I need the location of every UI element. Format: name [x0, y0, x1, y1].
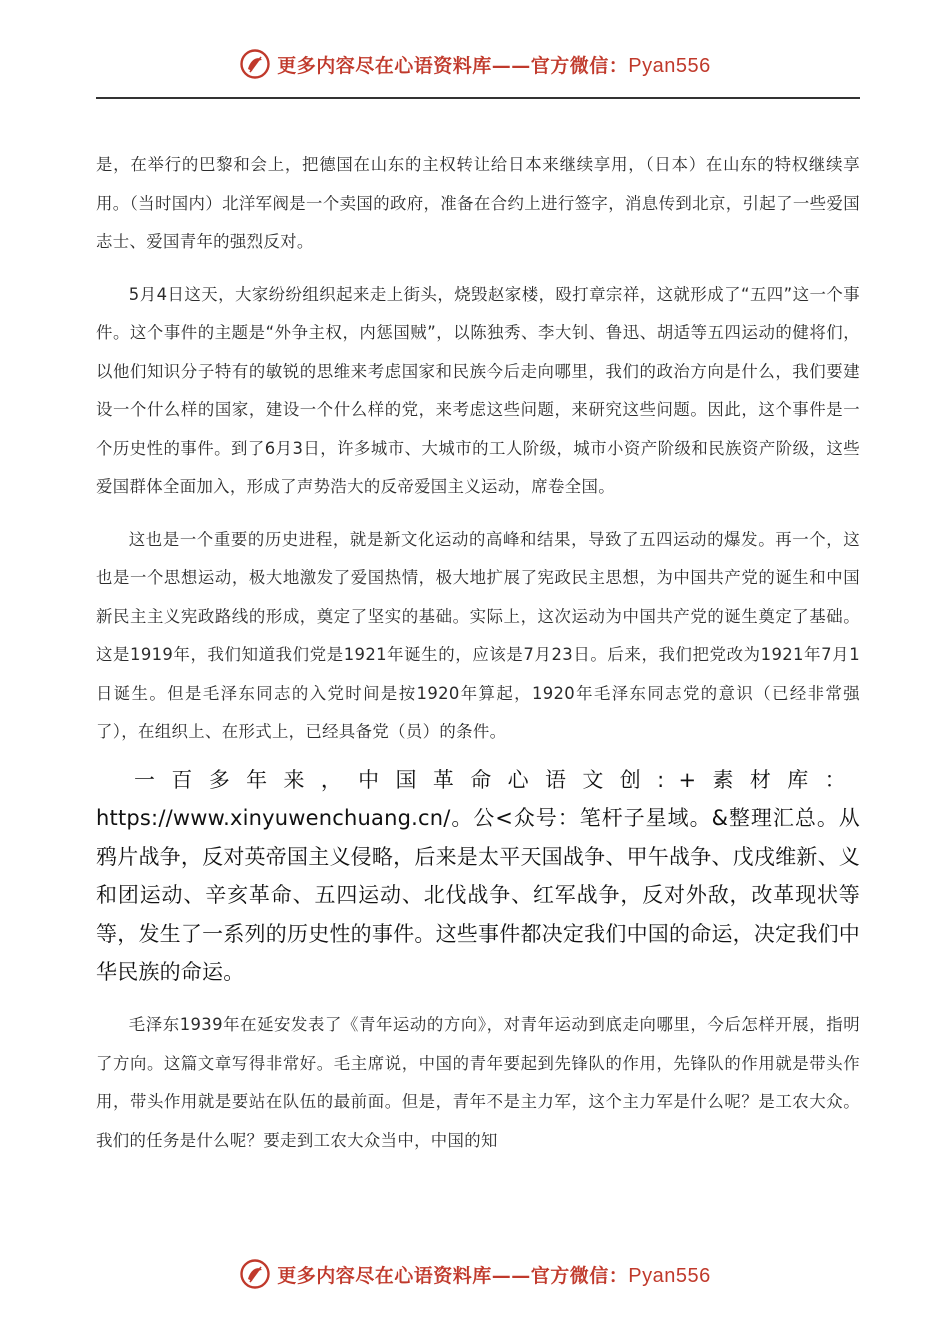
- header-title: 更多内容尽在心语资料库——官方微信：: [277, 54, 629, 77]
- footer-title: 更多内容尽在心语资料库——官方微信：: [277, 1264, 629, 1287]
- header-text: [277, 51, 710, 78]
- paragraph-3: 这也是一个重要的历史进程，就是新文化运动的高峰和结果，导致了五四运动的爆发。再一个，这也是一个思想运动，极大地激发了爱国热情，极大地扩展了宪政民主思想，为中国共产党的诞生和中国新民主主义宪政路线的形成，奠定了坚实的基础。实际上，这次运动为中国共产党的诞生奠定了基础。这是1919年，我们知道我们党是1921年诞生的，应该是7月23日。后来，我们把党改为1921年7月1日诞生。但是毛泽东同志的入党时间是按1920年算起，1920年毛泽东同志党的意识（已经非常强了），在组织上、在形式上，已经具备党（员）的条件。: [96, 529, 860, 741]
- footer-text: [277, 1261, 710, 1288]
- paragraph-2: 5月4日这天，大家纷纷组织起来走上街头，烧毁赵家楼，殴打章宗祥，这就形成了“五四”这一个事件。这个事件的主题是“外争主权，内惩国贼”，以陈独秀、李大钊、鲁迅、胡适等五四运动的健将们，以他们知识分子特有的敏锐的思维来考虑国家和民族今后走向哪里，我们的政治方向是什么，我们要建设一个什么样的国家，建设一个什么样的党，来考虑这些问题，来研究这些问题。因此，这个事件是一个历史性的事件。到了6月3日，许多城市、大城市的工人阶级，城市小资产阶级和民族资产阶级，这些爱国群体全面加入，形成了声势浩大的反帝爱国主义运动，席卷全国。: [96, 284, 860, 496]
- footer-banner: [0, 1252, 950, 1296]
- paragraph-5: 毛泽东1939年在延安发表了《青年运动的方向》，对青年运动到底走向哪里，今后怎样开展，指明了方向。这篇文章写得非常好。毛主席说，中国的青年要起到先锋队的作用，先锋队的作用就是带头作用，带头作用就是要站在队伍的最前面。但是，青年不是主力军，这个主力军是什么呢？是工农大众。我们的任务是什么呢？要走到工农大众当中，中国的知: [96, 1015, 860, 1150]
- xinyu-logo-icon: [239, 48, 271, 80]
- xinyu-logo-icon: [239, 1258, 271, 1290]
- promo-lead: 一百多年来，中国革命心语文创:+素材库：: [134, 767, 860, 792]
- header-banner: [0, 42, 950, 86]
- paragraph-1: 是，在举行的巴黎和会上，把德国在山东的主权转让给日本来继续享用，（日本）在山东的特权继续享用。（当时国内）北洋军阀是一个卖国的政府，准备在合约上进行签字，消息传到北京，引起了一些爱国志士、爱国青年的强烈反对。: [96, 155, 860, 251]
- document-body: [96, 146, 860, 1160]
- header-wechat-id: Pyan556: [628, 54, 711, 77]
- inserted-promo-paragraph: [96, 761, 860, 993]
- promo-text: https://www.xinyuwenchuang.cn/。公<众号：笔杆子星域。&整理汇总。从鸦片战争，反对英帝国主义侵略，后来是太平天国战争、甲午战争、戊戌维新、义和团运动、辛亥革命、五四运动、北伐战争、红军战争，反对外敌，改革现状等等，发生了一系列的历史性的事件。这些事件都决定我们中国的命运，决定我们中华民族的命运。: [96, 806, 860, 985]
- footer-wechat-id: Pyan556: [628, 1264, 711, 1287]
- header-divider: [96, 97, 860, 99]
